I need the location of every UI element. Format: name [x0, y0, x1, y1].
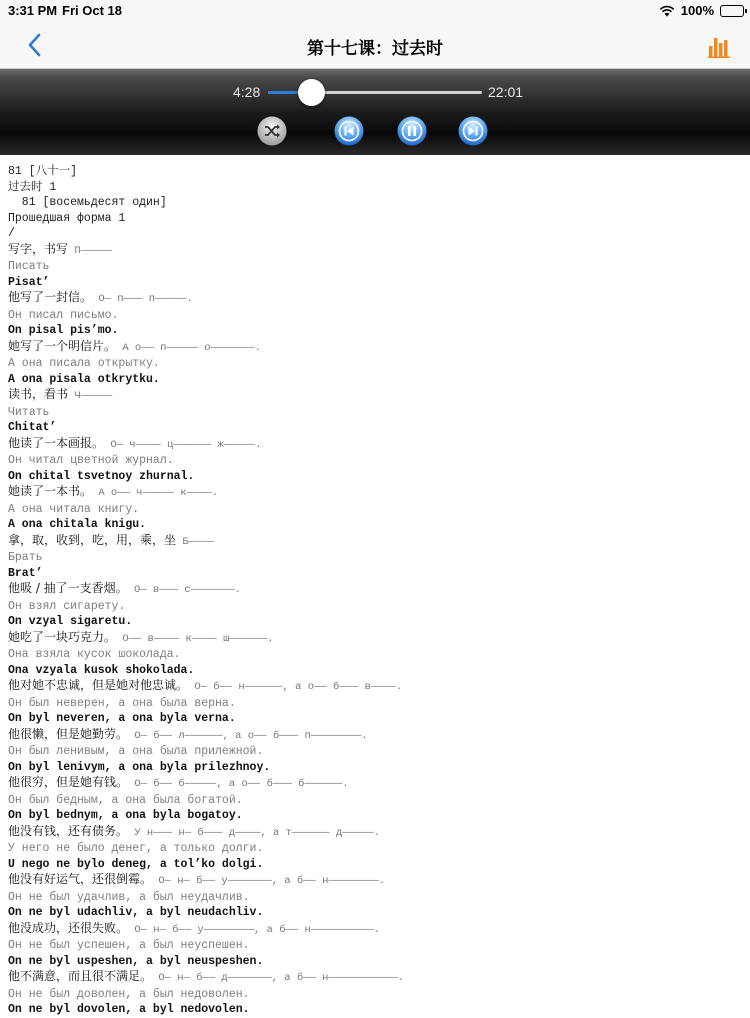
pause-button[interactable]	[397, 116, 427, 146]
line-text: /	[8, 227, 15, 240]
lesson-line	[8, 242, 750, 260]
lesson-line	[8, 872, 750, 890]
lesson-line	[8, 308, 750, 324]
audio-player	[0, 69, 750, 155]
lesson-line	[8, 824, 750, 842]
line-text: А она писала открытку.	[8, 357, 160, 370]
line-text: 他不满意，而且很不满足。	[8, 969, 153, 983]
lesson-text	[0, 155, 750, 1016]
lesson-line	[8, 533, 750, 551]
line-text: Он писал письмо.	[8, 308, 119, 322]
lesson-line	[8, 180, 750, 196]
lesson-line	[8, 275, 750, 291]
line-hint: О— п——— п—————.	[92, 293, 193, 305]
lesson-line	[8, 195, 750, 211]
lesson-line	[8, 793, 750, 809]
shuffle-button[interactable]	[257, 116, 287, 146]
line-text: Он читал цветной журнал.	[8, 454, 174, 467]
navigation-bar	[0, 22, 750, 69]
lesson-line	[8, 164, 750, 180]
line-text: A ona chitala knigu.	[8, 518, 147, 531]
bar-chart-icon	[708, 34, 732, 58]
line-text: Он не был удачлив, а был неудачлив.	[8, 890, 250, 904]
page-title: 第十七课：过去时	[307, 39, 443, 58]
battery-percent: 100%	[680, 3, 714, 18]
line-text: On ne byl dovolen, a byl nedovolen.	[8, 1003, 250, 1016]
line-text: On byl neveren, a ona byla verna.	[8, 712, 236, 725]
skip-next-icon	[458, 116, 488, 146]
line-text: 他吸 / 抽了一支香烟。	[8, 581, 128, 595]
line-text: 他很懒，但是她勤劳。	[8, 726, 129, 741]
lesson-line	[8, 372, 750, 388]
line-hint: У н——— н— б——— д————, а т—————— д—————.	[128, 826, 381, 839]
line-text: Он взял сигарету.	[8, 599, 126, 613]
line-text: U nego ne bylo deneg, a tol’ko dolgi.	[8, 857, 264, 871]
lesson-line	[8, 484, 750, 502]
line-hint: О— б—— л——————, а о—— б——— п————————.	[128, 729, 368, 742]
line-text: Прошедшая форма 1	[8, 211, 126, 225]
lesson-line	[8, 405, 750, 421]
line-hint: О— б—— н——————, а о—— б——— в————.	[188, 681, 403, 693]
line-hint: О— н— б—— д———————, а б—— н———————————.	[152, 972, 405, 984]
line-text: Он не был успешен, а был неуспешен.	[8, 939, 250, 952]
line-text: 他对她不忠诚，但是她对他忠诚。	[8, 678, 189, 692]
line-text: Chitat’	[8, 421, 57, 434]
line-text: Брать	[8, 551, 43, 564]
line-text: 他没有好运气，还很倒霉。	[8, 872, 153, 886]
line-text: On chital tsvetnoy zhurnal.	[8, 469, 195, 483]
next-button[interactable]	[458, 116, 488, 146]
lesson-line	[8, 905, 750, 921]
battery-icon	[720, 5, 744, 17]
line-text: 他写了一封信。	[8, 290, 93, 304]
total-time: 22:01	[488, 84, 524, 100]
shuffle-icon	[257, 116, 287, 146]
lesson-line	[8, 1002, 750, 1018]
line-hint: Ч—————	[68, 390, 113, 402]
lesson-line	[8, 581, 750, 599]
lesson-line	[8, 339, 750, 357]
skip-previous-icon	[334, 116, 364, 146]
line-text: 他读了一本画报。	[8, 435, 105, 450]
lesson-line	[8, 517, 750, 533]
line-text: On byl lenivym, a ona byla prilezhnoy.	[8, 760, 271, 774]
line-hint: А о—— ч————— к————.	[92, 487, 219, 499]
line-text: Pisat’	[8, 275, 50, 289]
line-text: Он не был доволен, а был недоволен.	[8, 987, 250, 1001]
line-text: On byl bednym, a ona byla bogatoy.	[8, 809, 243, 822]
line-text: On ne byl uspeshen, a byl neuspeshen.	[8, 954, 264, 968]
line-text: 写字，书写	[8, 241, 69, 256]
lesson-line	[8, 630, 750, 648]
lesson-line	[8, 614, 750, 630]
line-hint: О— ч———— ц—————— ж—————.	[104, 438, 262, 451]
line-text: Читать	[8, 405, 50, 419]
lesson-line	[8, 857, 750, 873]
status-right	[659, 3, 744, 18]
lesson-line	[8, 987, 750, 1003]
status-date: Fri Oct 18	[62, 3, 122, 18]
lesson-line	[8, 453, 750, 469]
line-text: 他没有钱，还有债务。	[8, 823, 129, 838]
line-text: A ona pisala otkrytku.	[8, 372, 160, 386]
previous-button[interactable]	[334, 116, 364, 146]
elapsed-time: 4:28	[233, 84, 261, 100]
lesson-line	[8, 711, 750, 727]
line-text: Она взяла кусок шоколада.	[8, 648, 181, 661]
pause-icon	[397, 116, 427, 146]
line-hint: О— в——— с———————.	[127, 584, 242, 596]
lesson-line	[8, 356, 750, 372]
lesson-line	[8, 226, 750, 242]
lesson-line	[8, 550, 750, 566]
line-text: 她吃了一块巧克力。	[8, 629, 117, 644]
lesson-line	[8, 954, 750, 970]
line-hint: П—————	[68, 244, 113, 257]
line-hint: О— н— б—— у———————, а б—— н————————.	[152, 875, 386, 887]
lesson-line	[8, 663, 750, 679]
lesson-line	[8, 760, 750, 776]
line-text: On pisal pis’mo.	[8, 324, 119, 337]
wifi-icon	[659, 5, 675, 17]
lesson-line	[8, 678, 750, 696]
line-text: Он был неверен, а она была верна.	[8, 696, 236, 710]
line-text: Он был бедным, а она была богатой.	[8, 793, 243, 807]
lesson-line	[8, 420, 750, 436]
lesson-line	[8, 566, 750, 582]
lesson-line	[8, 647, 750, 663]
lesson-line	[8, 436, 750, 454]
line-text: 她读了一本书。	[8, 484, 93, 498]
line-hint: О— н— б—— у————————, а б—— н——————————.	[128, 923, 381, 936]
lesson-line	[8, 387, 750, 405]
line-text: 他很穷，但是她有钱。	[8, 775, 129, 789]
status-time: 3:31 PM	[8, 3, 58, 18]
line-text: 拿，取，收到，吃，用，乘，坐	[8, 532, 177, 547]
line-text: On vzyal sigaretu.	[8, 615, 133, 628]
line-hint: Б————	[176, 535, 214, 548]
lesson-line	[8, 841, 750, 857]
line-text: 过去时 1	[8, 180, 57, 194]
lesson-line	[8, 969, 750, 987]
lesson-line	[8, 211, 750, 227]
line-text: У него не было денег, а только долги.	[8, 842, 264, 855]
line-text: 他没成功，还很失败。	[8, 920, 129, 935]
line-text: А она читала книгу.	[8, 502, 140, 516]
line-text: 她写了一个明信片。	[8, 338, 117, 353]
status-bar	[0, 0, 750, 22]
line-hint: А о—— п————— о———————.	[116, 341, 261, 354]
line-text: Brat’	[8, 566, 43, 580]
lesson-line	[8, 744, 750, 760]
lesson-line	[8, 727, 750, 745]
lesson-line	[8, 938, 750, 954]
lesson-line	[8, 921, 750, 939]
line-text: 81 [восемьдесят один]	[8, 196, 167, 209]
line-text: Писать	[8, 260, 50, 273]
line-text: 81 [八十一]	[8, 165, 78, 178]
lesson-line	[8, 259, 750, 275]
line-hint: О— б—— б—————, а о—— б——— б——————.	[128, 778, 349, 790]
line-text: Ona vzyala kusok shokolada.	[8, 663, 195, 677]
line-text: 读书，看书	[8, 387, 69, 401]
lesson-line	[8, 599, 750, 615]
line-text: On ne byl udachliv, a byl neudachliv.	[8, 906, 264, 919]
lesson-line	[8, 323, 750, 339]
lesson-line	[8, 502, 750, 518]
lesson-line	[8, 290, 750, 308]
lesson-line	[8, 696, 750, 712]
progress-thumb[interactable]	[298, 79, 325, 106]
lesson-line	[8, 469, 750, 485]
progress-slider[interactable]	[268, 91, 482, 94]
lesson-line	[8, 808, 750, 824]
line-hint: О—— в———— к———— ш——————.	[116, 632, 274, 645]
statistics-button[interactable]	[708, 34, 732, 58]
line-text: Он был ленивым, а она была прилежной.	[8, 745, 264, 758]
lesson-line	[8, 775, 750, 793]
lesson-line	[8, 890, 750, 906]
